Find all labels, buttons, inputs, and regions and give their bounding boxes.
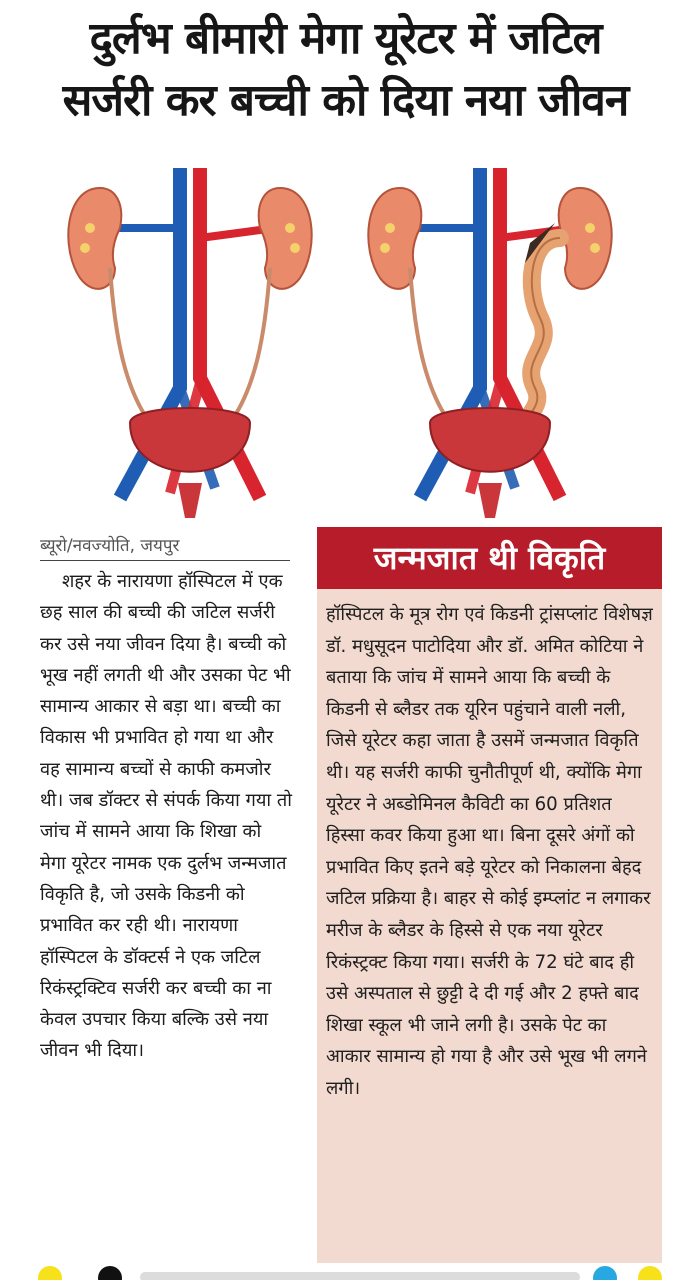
headline-line-1: दुर्लभ बीमारी मेगा यूरेटर में जटिल (89, 13, 602, 64)
article-body: शहर के नारायणा हॉस्पिटल में एक छह साल की बच्ची की जटिल सर्जरी कर उसे नया जीवन दिया है। बच्ची को भूख नहीं लगती थी और उसका पेट भी सामान्य आकार से बड़ा था। बच्ची का विकास भी प्रभावित हो गया था और वह सामान्य बच्चों से काफी कमजोर थी। जब डॉक्टर से संपर्क किया गया तो जांच में सामने आया कि शिखा को मेगा यूरेटर नामक एक दुर्लभ जन्मजात विकृति है, जो उसके किडनी को प्रभावित कर रही थी। नारायणा हॉस्पिटल के डॉक्टर्स ने एक जटिल रिकंस्ट्रक्टिव सर्जरी कर बच्ची का ना केवल उपचार किया बल्कि उसे नया जीवन भी दिया। (40, 571, 292, 1062)
anatomy-illustrations (60, 168, 660, 528)
byline: ब्यूरो/नवज्योति, जयपुर (40, 533, 290, 561)
headline-line-2: सर्जरी कर बच्ची को दिया नया जीवन (62, 75, 629, 126)
kidney-megaureter-illustration (360, 168, 620, 523)
sidebar-box-title: जन्मजात थी विकृति (317, 527, 662, 589)
sidebar-box (317, 527, 662, 1263)
sidebar-box-text: हॉस्पिटल के मूत्र रोग एवं किडनी ट्रांसप्लांट विशेषज्ञ डॉ. मधुसूदन पाटोदिया और डॉ. अमित कोटिया ने बताया कि जांच में सामने आया कि बच्ची के किडनी से ब्लैडर तक यूरिन पहुंचाने वाली नली, जिसे यूरेटर कहा जाता है उसमें जन्मजात विकृति थी। यह सर्जरी काफी चुनौतीपूर्ण थी, क्योंकि मेगा यूरेटर ने अब्डोमिनल कैविटी का 60 प्रतिशत हिस्सा कवर किया हुआ था। बिना दूसरे अंगों को प्रभावित किए इतने बड़े यूरेटर को निकालना बेहद जटिल प्रक्रिया है। बाहर से कोई इम्प्लांट न लगाकर मरीज के ब्लैडर के हिस्से से एक नया यूरेटर रिकंस्ट्रक्ट किया गया। सर्जरी के 72 घंटे बाद ही उसे अस्पताल से छुट्टी दे दी गई और 2 हफ्ते बाद शिखा स्कूल भी जाने लगी है। उसके पेट का आकार सामान्य हो गया है और उसे भूख भी लगने लगी। (326, 604, 653, 1099)
headline (0, 8, 691, 132)
color-registration-dots (0, 1262, 691, 1280)
print-registration-marks (0, 1262, 691, 1280)
kidney-normal-illustration (60, 168, 320, 523)
